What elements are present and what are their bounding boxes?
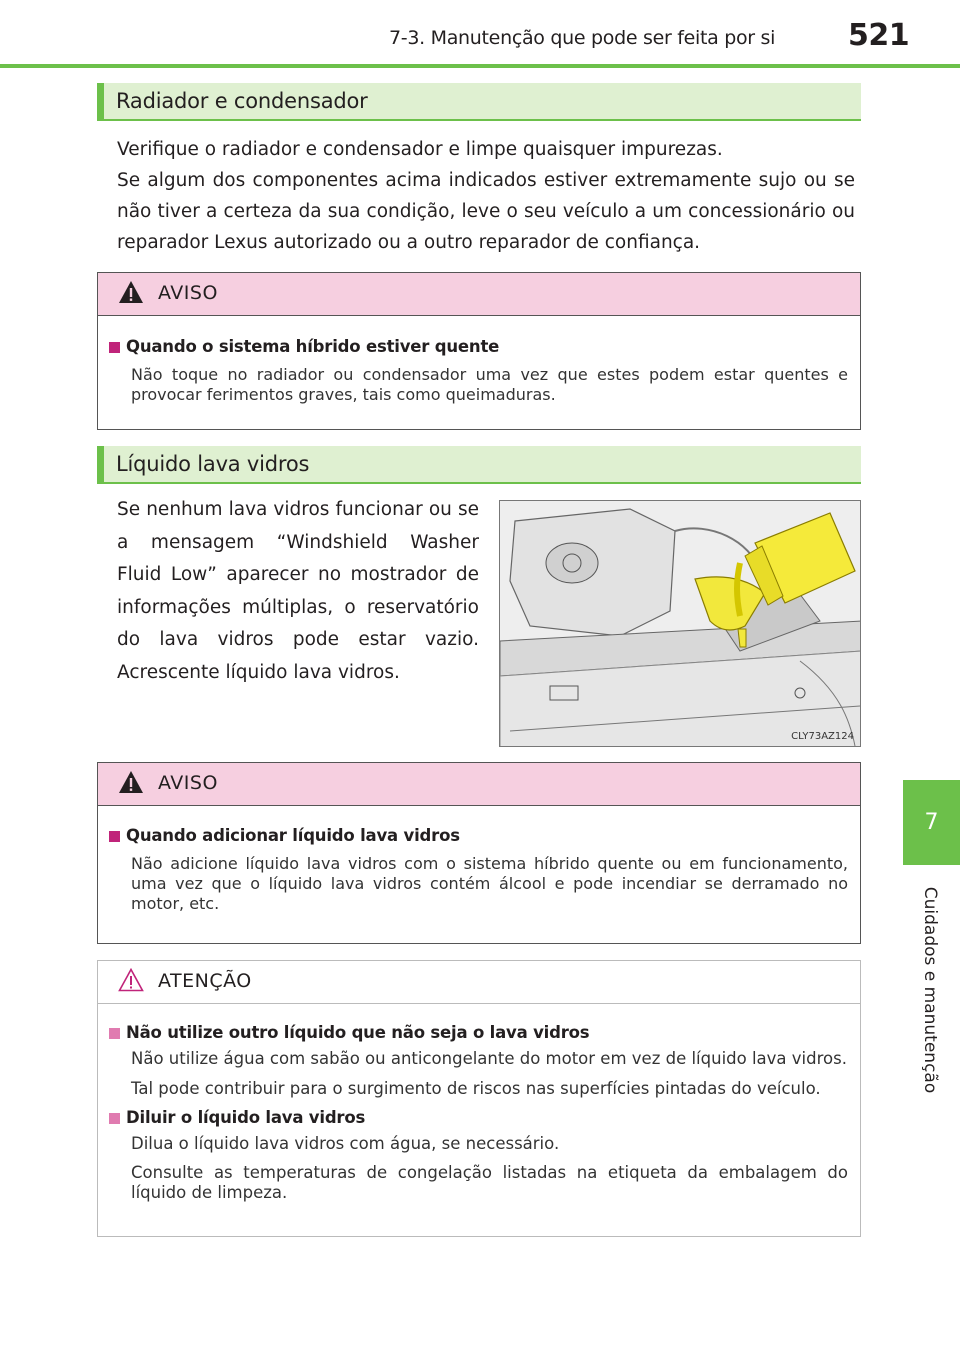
section-heading-washer-text: Líquido lava vidros xyxy=(116,452,310,476)
notice-item-2-text-1: Dilua o líquido lava vidros com água, se necessário. xyxy=(131,1134,560,1153)
warning-item-text: Não adicione líquido lava vidros com o sistema híbrido quente ou em funcionamento, uma vez que o líquido lava vidros contém álcool e pode incendiar se derramado no motor, etc. xyxy=(131,854,848,913)
engine-bay-drawing xyxy=(500,501,861,747)
warning-item-title-text: Quando o sistema híbrido estiver quente xyxy=(126,337,500,356)
bullet-square-icon xyxy=(109,1113,120,1124)
bullet-square-icon xyxy=(109,1028,120,1039)
radiator-paragraph-2: Se algum dos componentes acima indicados estiver extremamente sujo ou se não tiver a certeza da sua condição, leve o seu veículo a um concessionário ou reparador Lexus autorizado ou a outro reparador de confiança. xyxy=(117,170,855,253)
warning-item-title xyxy=(104,826,848,845)
notice-item-1-text-1: Não utilize água com sabão ou anticongelante do motor em vez de líquido lava vidros. xyxy=(131,1049,847,1068)
chapter-label-text: Cuidados e manutenção xyxy=(920,886,940,1094)
warning-item-title-text: Quando adicionar líquido lava vidros xyxy=(126,826,460,845)
notice-item-title-1-text: Não utilize outro líquido que não seja o lava vidros xyxy=(126,1023,590,1042)
notice-item-title-2 xyxy=(104,1108,848,1127)
section-heading-radiator-text: Radiador e condensador xyxy=(116,89,368,113)
warning-box-title: AVISO xyxy=(158,282,218,304)
notice-item-title-2-text: Diluir o líquido lava vidros xyxy=(126,1108,366,1127)
page-number: 521 xyxy=(848,18,910,53)
radiator-paragraph-1: Verifique o radiador e condensador e limpe quaisquer impurezas. xyxy=(117,139,723,160)
chapter-label xyxy=(885,880,960,1100)
chapter-tab: 7 xyxy=(903,780,960,865)
warning-box-title: AVISO xyxy=(158,772,218,794)
warning-triangle-icon xyxy=(118,280,144,304)
notice-box-header xyxy=(98,961,860,1004)
caution-triangle-icon xyxy=(118,968,144,992)
washer-fluid-illustration xyxy=(499,500,861,747)
notice-item-2-text-2: Consulte as temperaturas de congelação listadas na etiqueta da embalagem do líquido de limpeza. xyxy=(131,1163,848,1202)
bullet-square-icon xyxy=(109,831,120,842)
section-heading-washer xyxy=(97,446,861,484)
bullet-square-icon xyxy=(109,342,120,353)
running-header-title: 7-3. Manutenção que pode ser feita por si xyxy=(389,27,776,49)
warning-box-header xyxy=(98,273,860,316)
section-heading-radiator xyxy=(97,83,861,121)
warning-box-header xyxy=(98,763,860,806)
image-code-label: CLY73AZ124 xyxy=(791,731,854,742)
notice-box-title: ATENÇÃO xyxy=(158,970,252,992)
notice-box-washer xyxy=(97,960,861,1237)
warning-item-text: Não toque no radiador ou condensador uma vez que estes podem estar quentes e provocar ferimentos graves, tais como queimaduras. xyxy=(131,365,848,404)
notice-item-1-text-2: Tal pode contribuir para o surgimento de riscos nas superfícies pintadas do veículo. xyxy=(131,1079,821,1098)
warning-box-adding-fluid xyxy=(97,762,861,944)
washer-paragraph: Se nenhum lava vidros funcionar ou se a mensagem “Windshield Washer Fluid Low” aparecer no mostrador de informações múltiplas, o reservatório do lava vidros pode estar vazio. Acrescente líquido lava vidros. xyxy=(117,499,479,683)
warning-item-title xyxy=(104,337,848,356)
warning-box-hot-system xyxy=(97,272,861,430)
warning-triangle-icon xyxy=(118,770,144,794)
header-rule xyxy=(0,64,960,68)
notice-item-title-1 xyxy=(104,1023,848,1042)
